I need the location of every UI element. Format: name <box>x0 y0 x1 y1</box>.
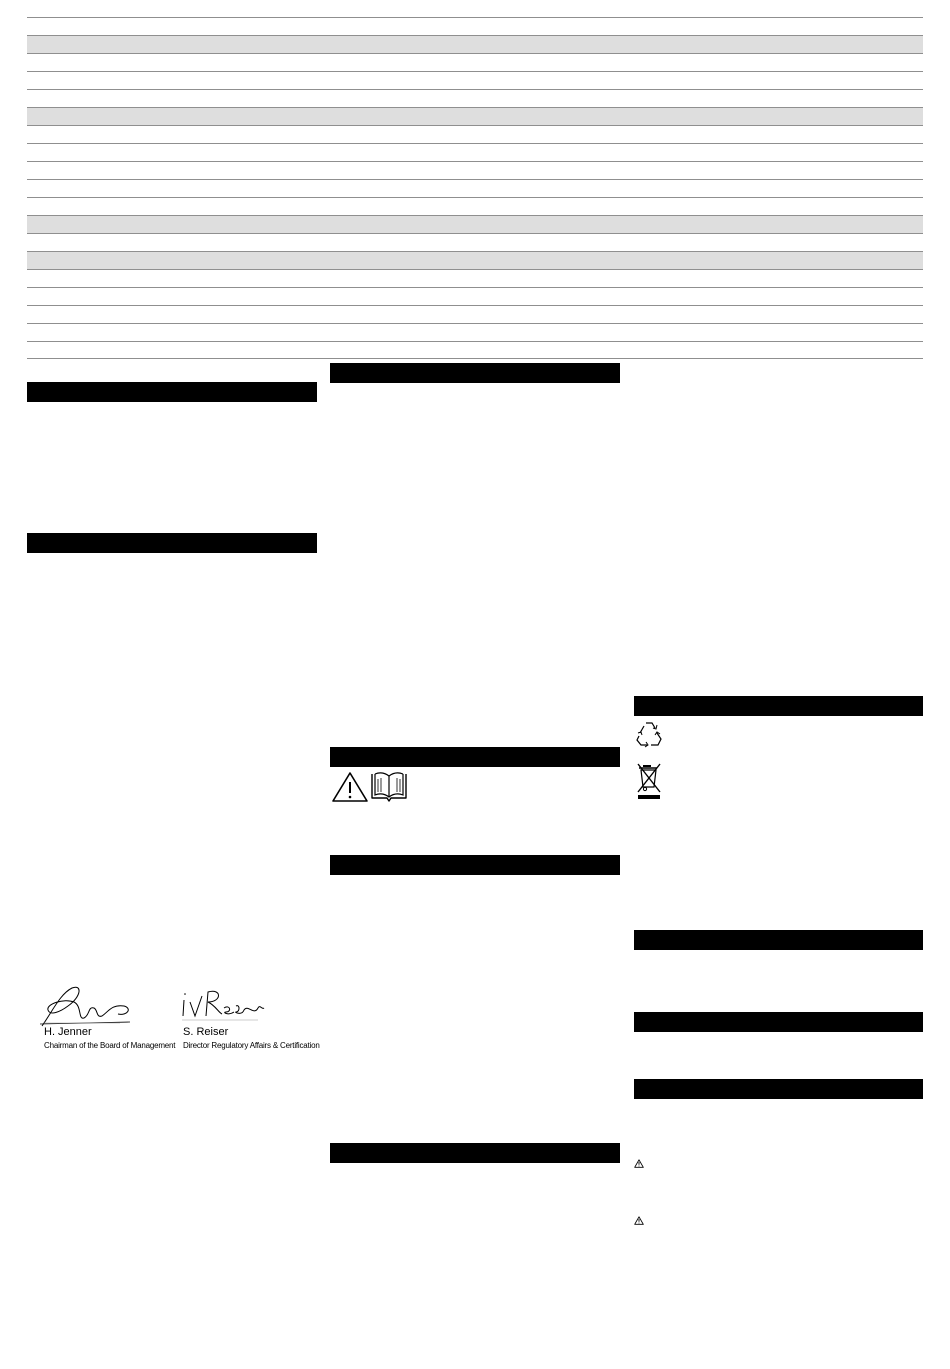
table-row <box>27 179 923 197</box>
section-header-bar <box>634 930 923 950</box>
table-row <box>27 125 923 143</box>
recycling-icon <box>635 720 663 748</box>
signatory-name: S. Reiser <box>183 1026 229 1038</box>
table-row <box>27 323 923 341</box>
section-header-bar <box>634 1079 923 1099</box>
section-header-bar <box>634 1012 923 1032</box>
table-row <box>27 233 923 251</box>
warning-triangle-icon <box>331 771 369 803</box>
signatory-name: H. Jenner <box>44 1026 92 1038</box>
table-row <box>27 17 923 35</box>
declaration-signatures <box>38 982 338 1062</box>
section-header-bar <box>27 382 317 402</box>
signatory-title: Chairman of the Board of Management <box>44 1041 176 1050</box>
table-group-header-row <box>27 251 923 269</box>
section-header-bar <box>27 533 317 553</box>
section-header-bar <box>330 1143 620 1163</box>
table-row <box>27 305 923 323</box>
table-group-header-row <box>27 35 923 53</box>
table-row <box>27 89 923 107</box>
signature-jenner <box>38 982 138 1032</box>
table-row <box>27 269 923 287</box>
table-group-header-row <box>27 107 923 125</box>
read-manual-book-icon <box>370 771 408 803</box>
section-header-bar <box>634 696 923 716</box>
section-header-bar <box>330 855 620 875</box>
section-header-bar <box>330 363 620 383</box>
crossed-out-wheeled-bin-icon <box>636 762 662 800</box>
table-group-header-row <box>27 215 923 233</box>
table-row <box>27 71 923 89</box>
small-warning-icon <box>634 1216 644 1225</box>
table-row <box>27 53 923 71</box>
small-warning-icon <box>634 1159 644 1168</box>
signatory-title: Director Regulatory Affairs & Certification <box>183 1041 320 1050</box>
table-row <box>27 197 923 215</box>
table-row <box>27 341 923 359</box>
specifications-table <box>27 17 923 360</box>
signature-reiser <box>178 986 268 1026</box>
table-row <box>27 161 923 179</box>
table-row <box>27 143 923 161</box>
section-header-bar <box>330 747 620 767</box>
table-row <box>27 287 923 305</box>
